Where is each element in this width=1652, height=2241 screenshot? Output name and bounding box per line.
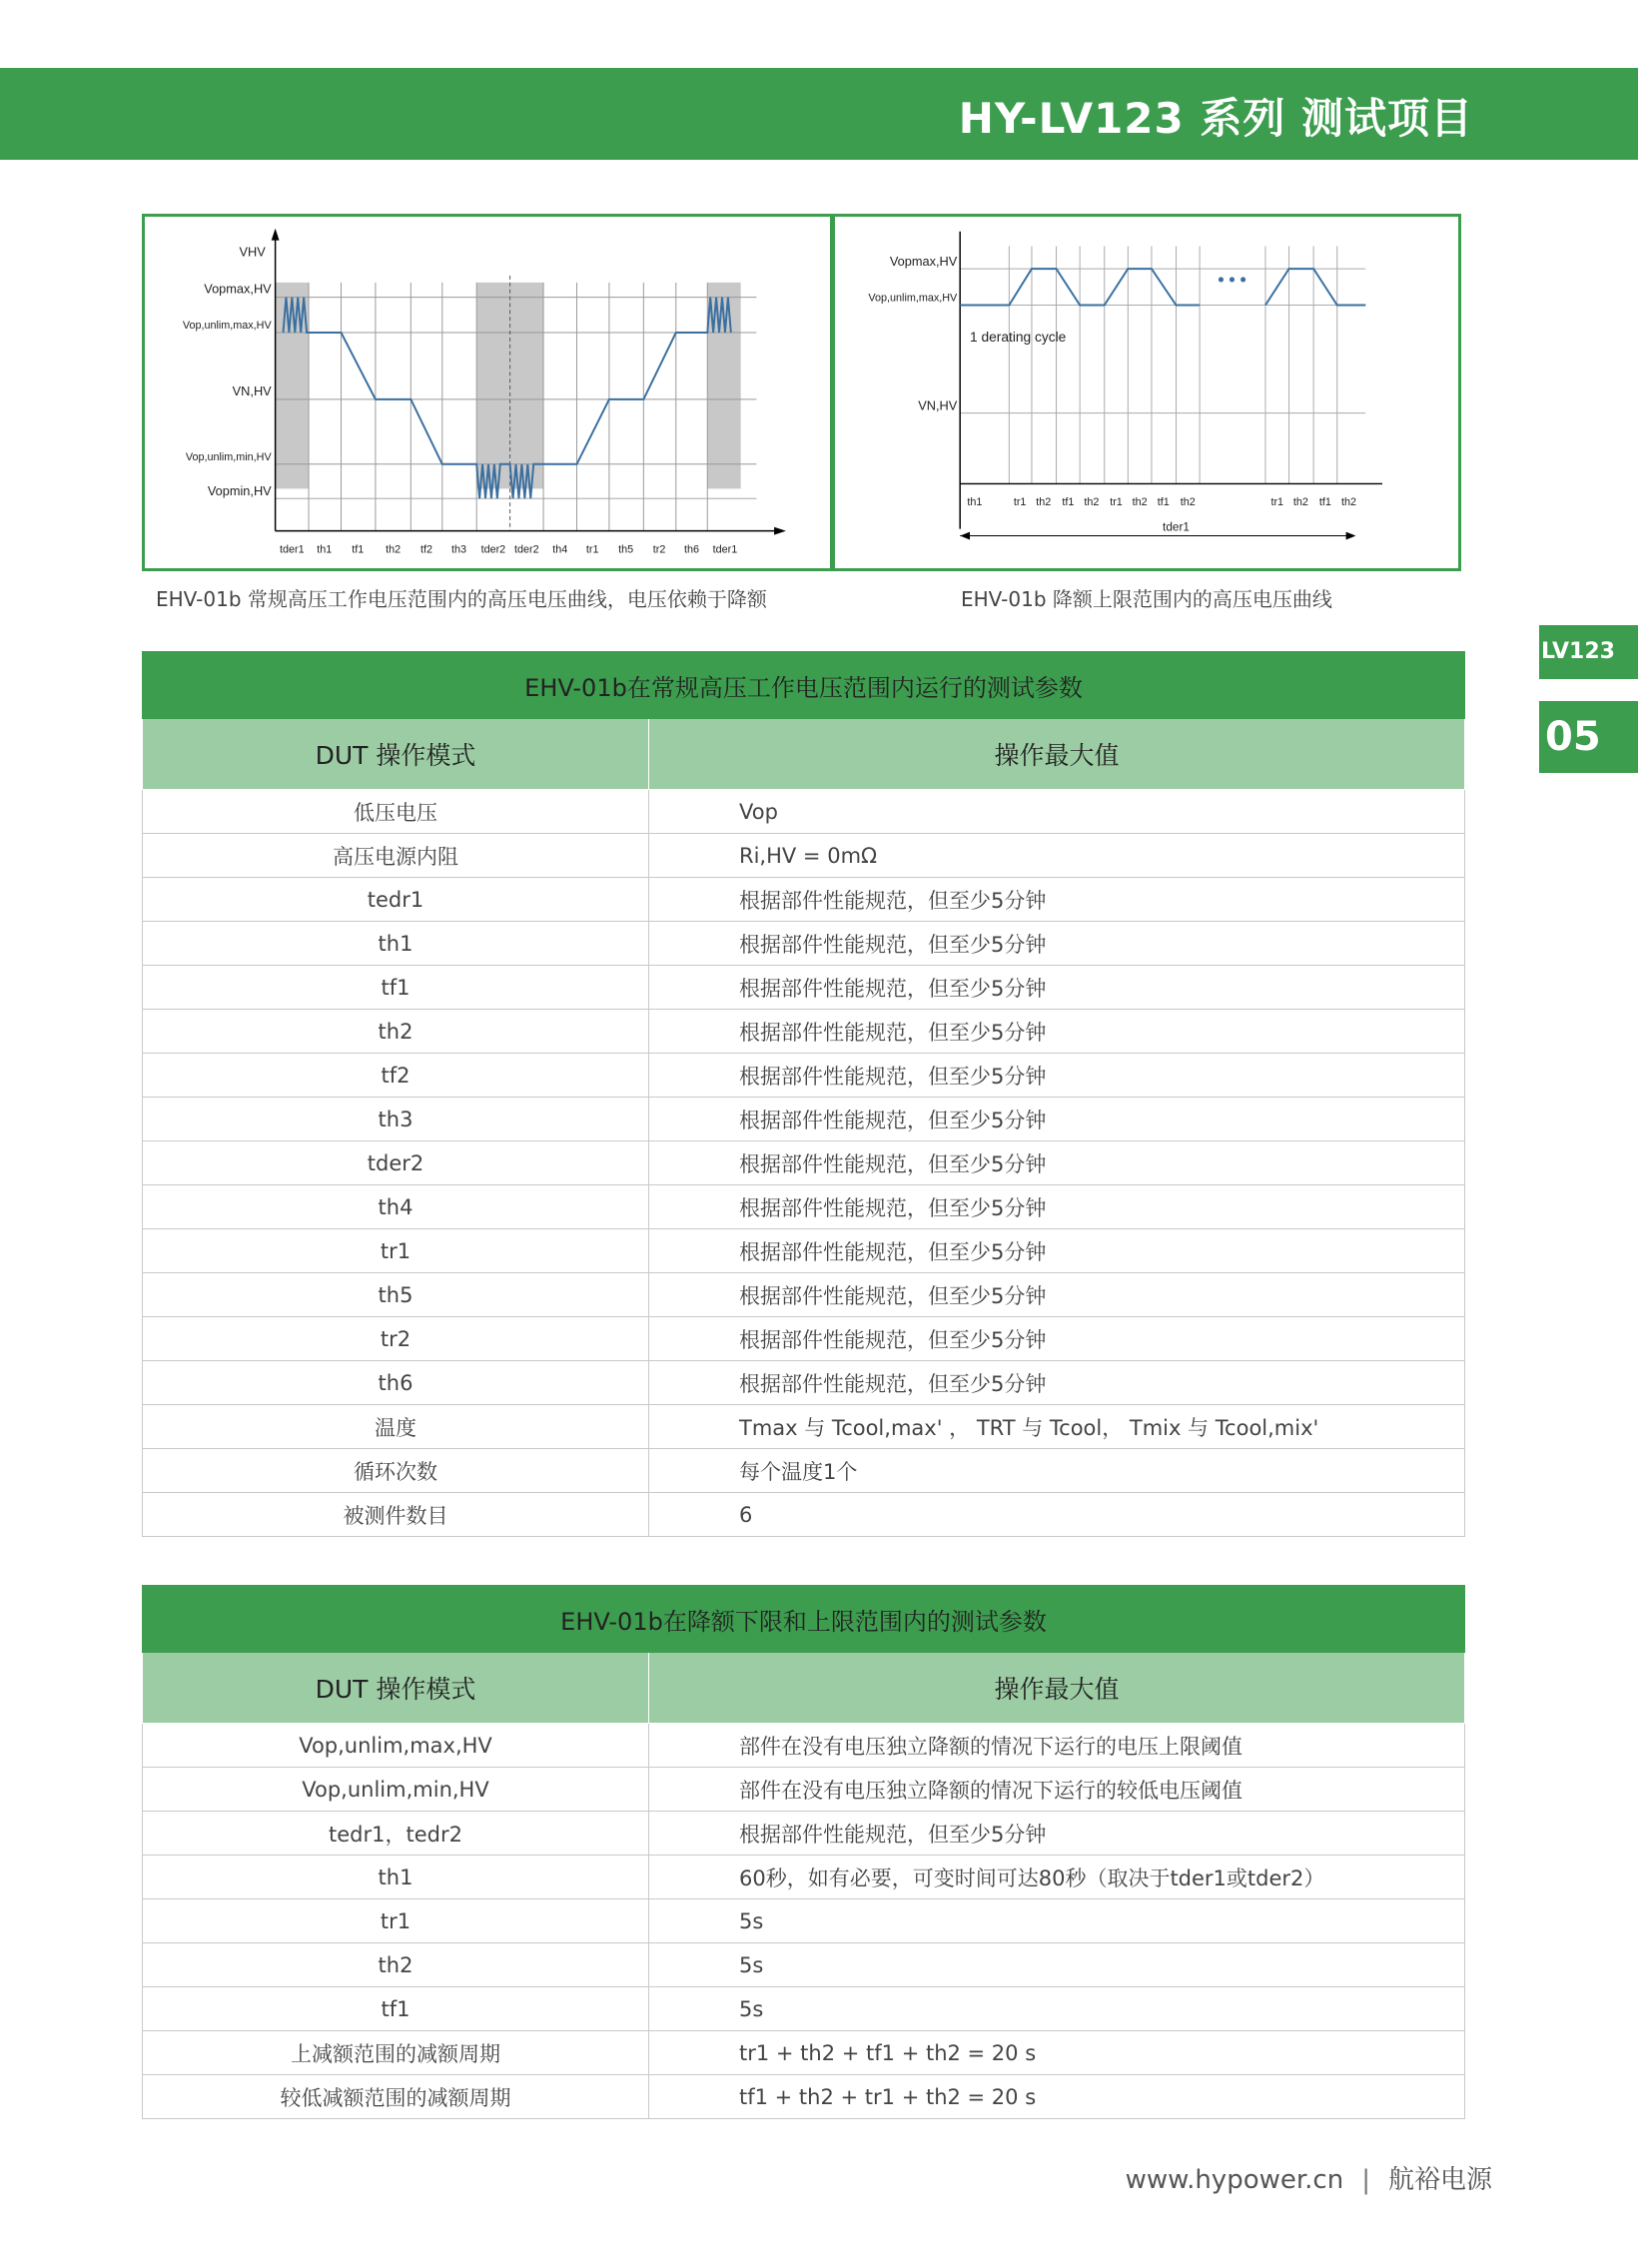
parameter-value: 部件在没有电压独立降额的情况下运行的电压上限阈值 [649,1724,1465,1768]
column-header-mode: DUT 操作模式 [143,719,649,790]
parameter-value: Vop [649,790,1465,834]
parameter-value: Ri,HV = 0mΩ [649,834,1465,878]
cycle-label: 1 derating cycle [970,329,1067,345]
figure-2-diagram [835,217,1458,568]
x-label: tr2 [652,543,666,556]
table-row [143,1273,1465,1317]
shaded-region [276,283,309,488]
table-row [143,922,1465,966]
parameter-name: 低压电压 [143,790,649,834]
y-label: Vop,unlim,min,HV [185,450,272,463]
table-row [143,1987,1465,2031]
x-label: tder2 [514,543,539,556]
y-label: Vop,unlim,max,HV [182,320,272,333]
table-row [143,1185,1465,1229]
parameter-value: 根据部件性能规范，但至少5分钟 [649,1273,1465,1317]
y-label: Vopmax,HV [889,254,958,270]
parameter-value: 根据部件性能规范，但至少5分钟 [649,1812,1465,1856]
parameter-name: 被测件数目 [143,1493,649,1537]
page-title: HY-LV123 系列 测试项目 [958,94,1473,143]
y-label: Vopmax,HV [204,281,272,297]
x-label: th5 [618,543,634,556]
figure-voltage-curve-derating [832,214,1461,571]
x-label: th2 [1036,496,1052,509]
x-label: tder1 [712,543,738,556]
parameter-name: 较低减额范围的减额周期 [143,2075,649,2119]
y-label: VN,HV [918,397,958,413]
footer-brand: 航裕电源 [1387,2165,1492,2195]
x-label: th6 [684,543,700,556]
parameter-name: tf2 [143,1054,649,1098]
parameter-name: tf1 [143,1987,649,2031]
footer-url[interactable]: www.hypower.cn [1125,2165,1344,2195]
table-row [143,1943,1465,1987]
parameter-value: 60秒，如有必要，可变时间可达80秒（取决于tder1或tder2） [649,1856,1465,1899]
x-label: tder1 [280,543,305,556]
table-row [143,2075,1465,2119]
x-label: th2 [1180,496,1196,509]
parameter-value: tr1 + th2 + tf1 + th2 = 20 s [649,2031,1465,2075]
table-row [143,1010,1465,1054]
x-label: th2 [1292,496,1308,509]
table-row [143,878,1465,922]
y-axis-arrow [272,229,280,241]
table-row [143,1229,1465,1273]
parameter-value: 根据部件性能规范，但至少5分钟 [649,966,1465,1010]
column-header-max: 操作最大值 [649,1653,1465,1724]
parameter-value: 根据部件性能规范，但至少5分钟 [649,1229,1465,1273]
span-arrow-right [1346,532,1356,540]
table-row [143,966,1465,1010]
table-row [143,1361,1465,1405]
parameter-name: th6 [143,1361,649,1405]
parameter-name: Vop,unlim,min,HV [143,1768,649,1812]
x-label: th2 [386,543,402,556]
table-row [143,1141,1465,1185]
parameter-value: tf1 + th2 + tr1 + th2 = 20 s [649,2075,1465,2119]
table-row [143,2031,1465,2075]
figure-2-caption: EHV-01b 降额上限范围内的高压电压曲线 [961,587,1332,611]
test-parameters-table-derating [142,1585,1465,2119]
span-arrow-left [960,532,970,540]
figure-1-caption: EHV-01b 常规高压工作电压范围内的高压电压曲线，电压依赖于降额 [156,587,767,611]
parameter-name: 高压电源内阻 [143,834,649,878]
parameter-value: 每个温度1个 [649,1449,1465,1493]
parameter-value: 部件在没有电压独立降额的情况下运行的较低电压阈值 [649,1768,1465,1812]
page-number-tab: 05 [1539,701,1638,773]
x-label: tf1 [1157,496,1170,509]
parameter-value: 根据部件性能规范，但至少5分钟 [649,922,1465,966]
parameter-value: 根据部件性能规范，但至少5分钟 [649,1317,1465,1361]
x-label: tr1 [585,543,599,556]
y-label: VHV [239,244,266,260]
parameter-name: th5 [143,1273,649,1317]
parameter-name: tr1 [143,1899,649,1943]
parameter-name: th1 [143,1856,649,1899]
parameter-name: tedr1，tedr2 [143,1812,649,1856]
test-parameters-table-normal [142,651,1465,1537]
table-body [143,790,1465,1537]
parameter-name: 温度 [143,1405,649,1449]
y-label: Vopmin,HV [207,483,272,499]
parameter-name: tedr1 [143,878,649,922]
parameter-name: tder2 [143,1141,649,1185]
series-tab: LV123 [1539,625,1638,679]
parameter-name: th2 [143,1943,649,1987]
footer-separator: | [1361,2165,1370,2195]
x-label: tf1 [352,543,365,556]
parameter-value: 5s [649,1943,1465,1987]
parameter-value: 根据部件性能规范，但至少5分钟 [649,1185,1465,1229]
table-title: EHV-01b在常规高压工作电压范围内运行的测试参数 [143,652,1465,719]
x-label: tf1 [1062,496,1075,509]
parameter-value: 根据部件性能规范，但至少5分钟 [649,1361,1465,1405]
parameter-value: 根据部件性能规范，但至少5分钟 [649,1010,1465,1054]
table-row [143,1724,1465,1768]
x-label: th1 [317,543,333,556]
table-row [143,1899,1465,1943]
x-label: tr1 [1013,496,1027,509]
parameter-value: Tmax 与 Tcool,max' ， TRT 与 Tcool， Tmix 与 Tcool,mix' [649,1405,1465,1449]
table-title: EHV-01b在降额下限和上限范围内的测试参数 [143,1586,1465,1653]
table-row [143,1768,1465,1812]
parameter-name: Vop,unlim,max,HV [143,1724,649,1768]
header-banner [0,68,1638,160]
parameter-name: 循环次数 [143,1449,649,1493]
table-row [143,1493,1465,1537]
parameter-value: 根据部件性能规范，但至少5分钟 [649,1098,1465,1141]
voltage-curve-continued [1265,269,1365,305]
table-row [143,1098,1465,1141]
parameter-name: tr2 [143,1317,649,1361]
x-label: tder2 [480,543,506,556]
footer [1126,2159,1492,2196]
ellipsis-mark: • • • [1218,269,1246,290]
parameter-name: 上减额范围的减额周期 [143,2031,649,2075]
table-row [143,834,1465,878]
figure-voltage-curve-normal [142,214,833,571]
parameter-name: th1 [143,922,649,966]
x-label: tr1 [1110,496,1123,509]
figure-1-diagram [145,217,830,568]
parameter-name: tf1 [143,966,649,1010]
x-label: th1 [967,496,983,509]
parameter-value: 根据部件性能规范，但至少5分钟 [649,878,1465,922]
x-label: tr1 [1270,496,1284,509]
parameter-value: 根据部件性能规范，但至少5分钟 [649,1054,1465,1098]
x-label: th2 [1084,496,1100,509]
parameter-name: th2 [143,1010,649,1054]
x-label: th2 [1132,496,1148,509]
table-row [143,1812,1465,1856]
x-label: tf2 [420,543,433,556]
table-row [143,1856,1465,1899]
x-label: tf1 [1318,496,1331,509]
table-row [143,1405,1465,1449]
parameter-value: 5s [649,1899,1465,1943]
column-header-max: 操作最大值 [649,719,1465,790]
table-row [143,1449,1465,1493]
span-label: tder1 [1163,520,1190,534]
table-row [143,790,1465,834]
table-row [143,1054,1465,1098]
x-label: th4 [552,543,568,556]
x-label: th3 [450,543,466,556]
column-header-mode: DUT 操作模式 [143,1653,649,1724]
parameter-name: th4 [143,1185,649,1229]
y-label: Vop,unlim,max,HV [868,292,958,305]
y-label: VN,HV [232,382,272,398]
table-row [143,1317,1465,1361]
grid-lines [960,246,1365,483]
parameter-value: 5s [649,1987,1465,2031]
x-label: th2 [1341,496,1357,509]
parameter-name: th3 [143,1098,649,1141]
parameter-value: 6 [649,1493,1465,1537]
parameter-name: tr1 [143,1229,649,1273]
table-body [143,1724,1465,2119]
parameter-value: 根据部件性能规范，但至少5分钟 [649,1141,1465,1185]
x-axis-arrow [774,527,786,535]
